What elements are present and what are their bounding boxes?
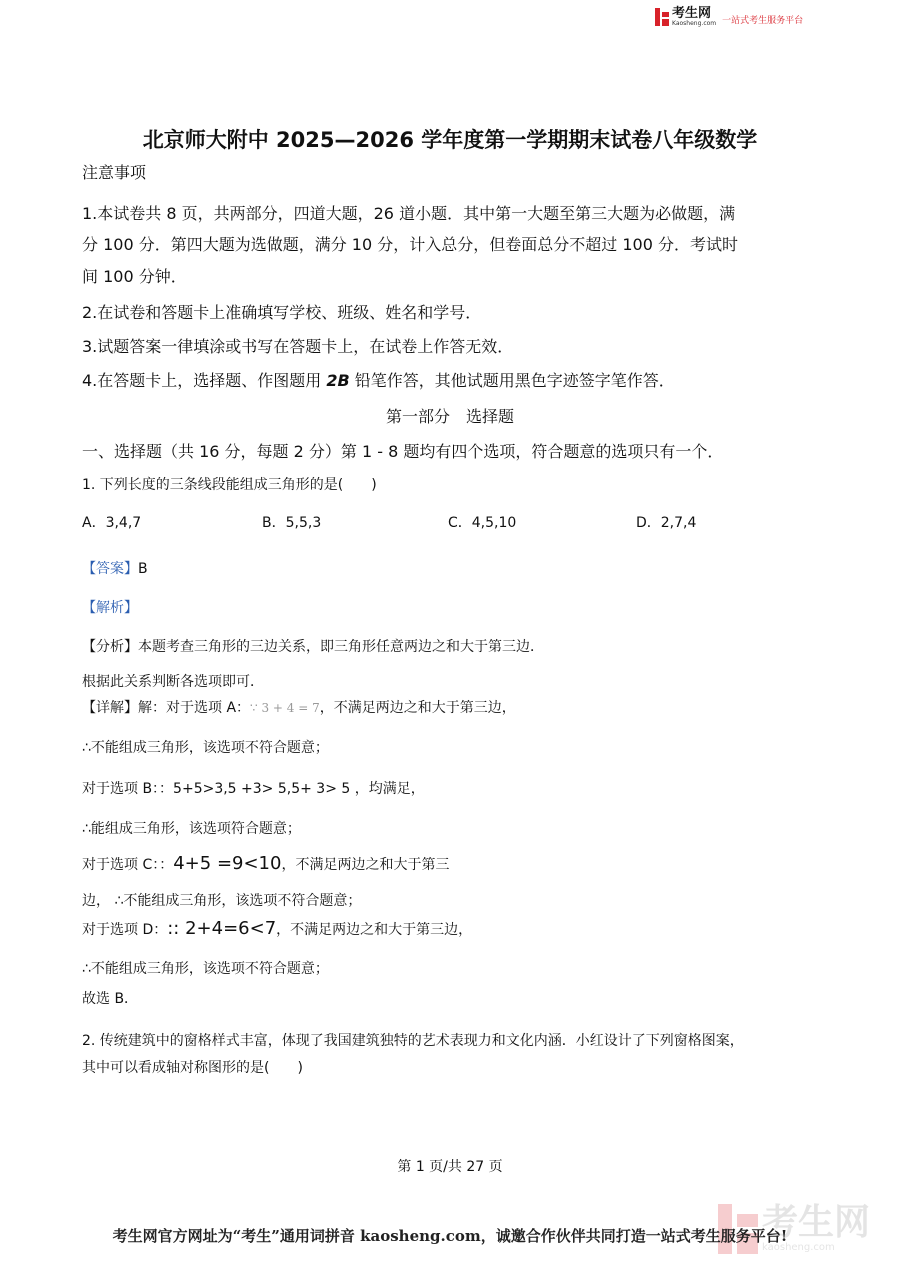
notice-item-4-pencil: 2B: [326, 371, 350, 390]
q1-option-a: A．3,4,7: [82, 515, 142, 531]
page-number: 第 1 页/共 27 页: [397, 1159, 503, 1175]
notice-item-3: 3.试题答案一律填涂或书写在答题卡上，在试卷上作答无效．: [82, 337, 514, 356]
notice-item-4-suffix: 铅笔作答，其他试题用黑色字迹签字笔作答．: [349, 371, 675, 390]
detail-d-suffix: ，不满足两边之和大于第三边，: [276, 922, 473, 938]
q1-stem: 1. 下列长度的三条线段能组成三角形的是( ): [82, 477, 377, 493]
q2-stem-line-2: 其中可以看成轴对称图形的是( ): [82, 1060, 303, 1076]
footer-text: 考生网官方网址为“考生”通用词拼音 kaosheng.com，诚邀合作伙伴共同打造一站式考生服务平台!: [112, 1227, 788, 1245]
answer-value: B: [138, 561, 148, 577]
q1-option-c: C．4,5,10: [448, 515, 517, 531]
detail-option-d: [82, 918, 472, 939]
watermark-domain: kaosheng.com: [762, 1242, 835, 1253]
watermark-name: 考生网: [762, 1202, 871, 1243]
formula-d: :: 2+4=6<7: [167, 918, 277, 939]
detail-option-c-line-2: 边， ∴不能组成三角形，该选项不符合题意；: [82, 893, 362, 909]
detail-c-prefix: 对于选项 C：：: [82, 857, 174, 873]
detail-option-a: [82, 697, 516, 717]
section-heading: 一、选择题（共 16 分，每题 2 分）第 1 - 8 题均有四个选项，符合题意的选项只有一个．: [82, 442, 724, 461]
detail-c-suffix: ，不满足两边之和大于第三: [281, 857, 450, 873]
notice-item-2: 2.在试卷和答题卡上准确填写学校、班级、姓名和学号．: [82, 303, 482, 322]
kaosheng-logo-icon: [655, 8, 669, 26]
logo-domain: Kaosheng.com: [672, 20, 717, 27]
q2-stem-line-1: 2. 传统建筑中的窗格样式丰富，体现了我国建筑独特的艺术表现力和文化内涵．小红设计了下列窗格图案，: [82, 1033, 744, 1049]
notice-item-1-line-1: 1.本试卷共 8 页，共两部分，四道大题，26 道小题．其中第一大题至第三大题为必做题，满: [82, 204, 736, 223]
analysis-line-2: 根据此关系判断各选项即可．: [82, 674, 264, 690]
logo-name: 考生网: [672, 6, 712, 21]
notice-item-4: [82, 368, 675, 391]
notice-item-4-prefix: 4.在答题卡上，选择题、作图题用: [82, 371, 327, 390]
header-logo: [655, 6, 803, 28]
q1-option-d: D．2,7,4: [636, 515, 697, 531]
part-title: 第一部分 选择题: [385, 407, 514, 426]
detail-prefix: 【详解】解：对于选项 A：: [82, 700, 251, 716]
conclusion-b: ∴能组成三角形，该选项符合题意；: [82, 821, 301, 837]
notice-item-1-line-3: 间 100 分钟．: [82, 267, 187, 286]
exam-title: 北京师大附中 2025—2026 学年度第一学期期末试卷八年级数学: [142, 128, 758, 152]
conclusion-a: ∴不能组成三角形，该选项不符合题意；: [82, 740, 329, 756]
detail-d-prefix: 对于选项 D：: [82, 922, 168, 938]
answer-tag: 【答案】: [82, 561, 138, 577]
detail-option-c: [82, 853, 449, 874]
q1-final: 故选 B．: [82, 991, 139, 1007]
conclusion-d: ∴不能组成三角形，该选项不符合题意；: [82, 961, 329, 977]
logo-slogan: 一站式考生服务平台: [722, 15, 804, 26]
detail-suffix-a: ，不满足两边之和大于第三边，: [319, 700, 516, 716]
formula-c: 4+5 =9<10: [173, 853, 282, 874]
analysis-tag: 【解析】: [82, 600, 138, 616]
analysis-line-1: 【分析】本题考查三角形的三边关系，即三角形任意两边之和大于第三边．: [82, 639, 544, 655]
notice-heading: 注意事项: [82, 163, 147, 182]
formula-a: ∵ 3 + 4 = 7: [250, 701, 320, 715]
detail-option-b: 对于选项 B：：5+5>3,5 +3> 5,5+ 3> 5 ，均满足，: [82, 781, 425, 797]
notice-item-1-line-2: 分 100 分．第四大题为选做题，满分 10 分，计入总分，但卷面总分不超过 100 分．考试时: [82, 235, 738, 254]
q1-answer: [82, 558, 148, 578]
q1-option-b: B．5,5,3: [262, 515, 322, 531]
